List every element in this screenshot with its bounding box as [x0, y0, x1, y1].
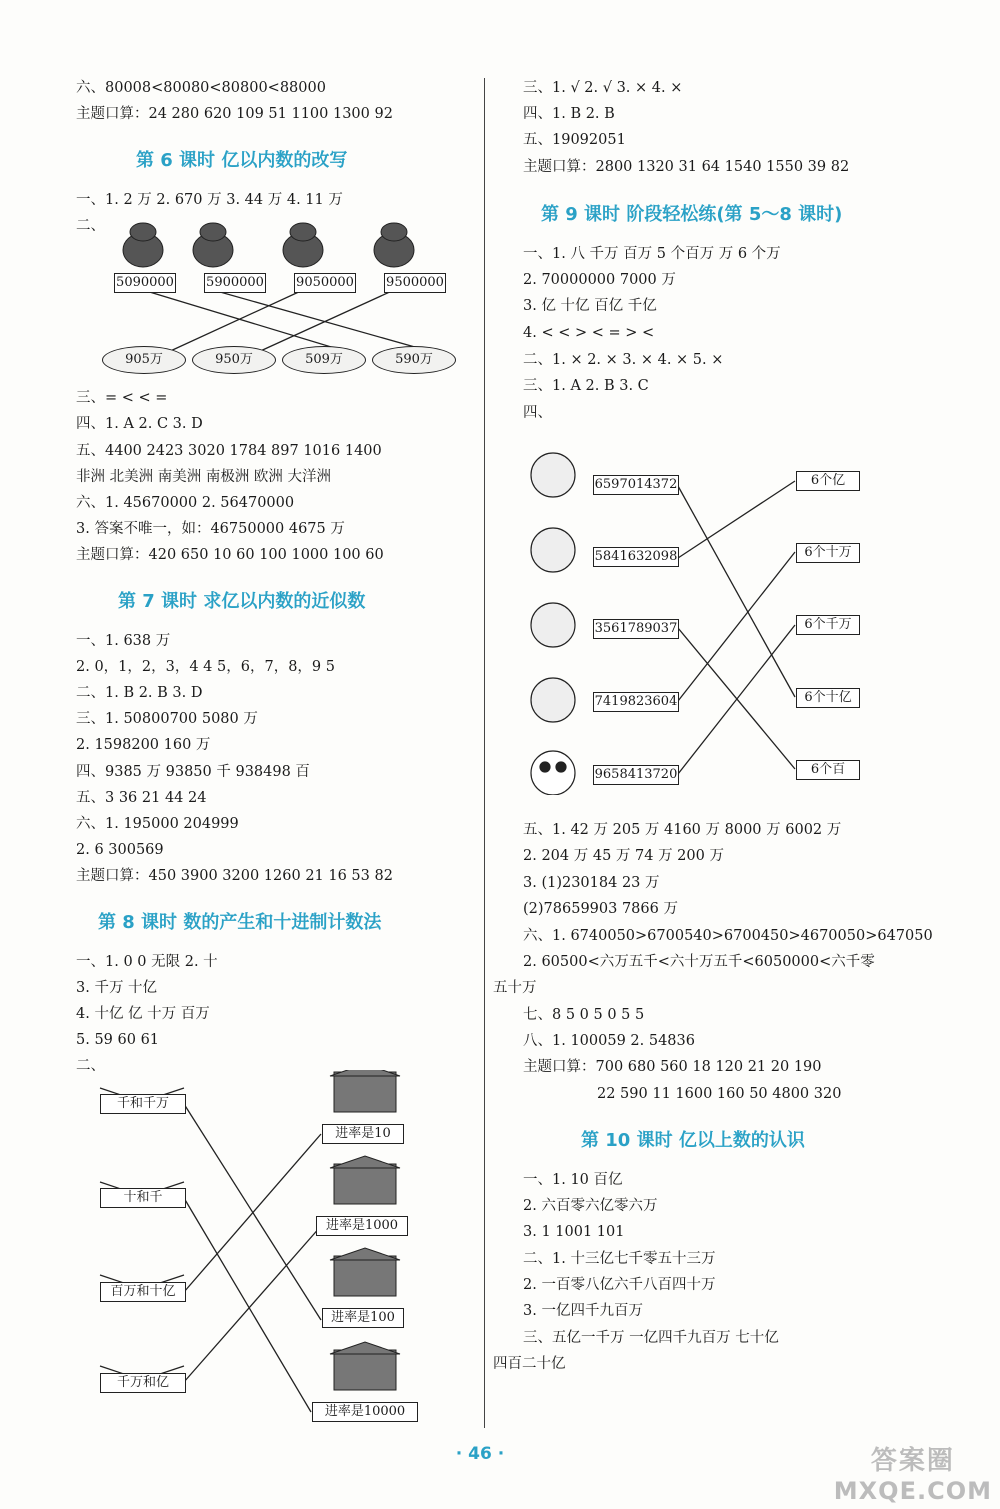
answer-line: 八、1. 100059 2. 54836	[523, 1033, 695, 1049]
answer-line: 三、1. A 2. B 3. C	[523, 378, 649, 394]
answer-line: 四、1. B 2. B	[523, 106, 615, 122]
answer-line: 六、80008<80080<80800<88000	[76, 80, 326, 96]
lesson-9-title: 第 9 课时 阶段轻松练(第 5～8 课时)	[541, 204, 843, 225]
answer-line: 一、1. 0 0 无限 2. 十	[76, 954, 218, 970]
animal-number-box: 3561789037	[593, 619, 679, 639]
answer-line: 五、1. 42 万 205 万 4160 万 8000 万 6002 万	[523, 822, 842, 838]
answer-line: 3. 亿 十亿 百亿 千亿	[523, 298, 657, 314]
oral-calc-line: 主题口算：24 280 620 109 51 1100 1300 92	[76, 106, 393, 122]
answer-line: 2. 70000000 7000 万	[523, 272, 676, 288]
answer-line: 3. 1 1001 101	[523, 1224, 625, 1240]
frog-icon	[123, 223, 414, 267]
lesson-7-title: 第 7 课时 求亿以内数的近似数	[118, 591, 366, 612]
answer-line: 三、五亿一千万 一亿四千九百万 七十亿	[523, 1330, 779, 1346]
answer-line: 五、3 36 21 44 24	[76, 790, 207, 806]
approx-oval: 590万	[372, 346, 456, 374]
envelope-label: 百万和十亿	[100, 1282, 186, 1302]
frog-number-box: 9500000	[384, 273, 446, 293]
answer-line: 二、1. B 2. B 3. D	[76, 685, 203, 701]
oral-calc-line: 22 590 11 1600 160 50 4800 320	[597, 1086, 842, 1102]
watermark-url: MXQE.COM	[833, 1477, 992, 1505]
answer-line: 三、1. 50800700 5080 万	[76, 711, 258, 727]
animal-icon	[531, 453, 575, 795]
envelope-label: 千万和亿	[100, 1373, 186, 1393]
answer-line: 2. 1598200 160 万	[76, 737, 211, 753]
place-value-box: 6个亿	[796, 471, 860, 491]
answer-line: 4. 十亿 亿 十万 百万	[76, 1006, 210, 1022]
house-rate-label: 进率是1000	[316, 1216, 408, 1236]
answer-line: 3. 答案不唯一，如：46750000 4675 万	[76, 521, 345, 537]
answer-line: 四百二十亿	[493, 1356, 566, 1372]
answer-line: 四、	[523, 405, 552, 421]
answer-line: 三、= < < =	[76, 390, 168, 406]
answer-line: 二、	[76, 218, 105, 234]
answer-line: 一、1. 638 万	[76, 633, 171, 649]
answer-line: 四、1. A 2. C 3. D	[76, 416, 203, 432]
answer-line: 3. 千万 十亿	[76, 980, 158, 996]
answer-line: 2. 6 300569	[76, 842, 164, 858]
answer-line: (2)78659903 7866 万	[523, 901, 678, 917]
answer-line: 二、	[76, 1058, 105, 1074]
answer-line: 一、1. 10 百亿	[523, 1172, 623, 1188]
answer-line: 一、1. 八 千万 百万 5 个百万 万 6 个万	[523, 246, 781, 262]
answer-line: 4. < < > < = > <	[523, 325, 655, 341]
answer-line: 五十万	[493, 980, 537, 996]
oral-calc-line: 主题口算：420 650 10 60 100 1000 100 60	[76, 547, 384, 563]
answer-line: 3. (1)230184 23 万	[523, 875, 660, 891]
answer-line: 2. 六百零六亿零六万	[523, 1198, 658, 1214]
answer-line: 3. 一亿四千九百万	[523, 1303, 643, 1319]
answer-line: 二、1. × 2. × 3. × 4. × 5. ×	[523, 352, 724, 368]
approx-oval: 950万	[192, 346, 276, 374]
place-value-box: 6个十万	[796, 543, 860, 563]
answer-line: 四、9385 万 93850 千 938498 百	[76, 764, 310, 780]
oral-calc-line: 主题口算：450 3900 3200 1260 21 16 53 82	[76, 868, 393, 884]
oral-calc-line: 主题口算：700 680 560 18 120 21 20 190	[523, 1059, 822, 1075]
frog-number-box: 5900000	[204, 273, 266, 293]
place-value-box: 6个百	[796, 760, 860, 780]
answer-line: 5. 59 60 61	[76, 1032, 160, 1048]
answer-line: 三、1. √ 2. √ 3. × 4. ×	[523, 80, 683, 96]
envelope-label: 十和千	[100, 1188, 186, 1208]
page-number-value: 46	[468, 1444, 492, 1464]
frog-number-box: 5090000	[114, 273, 176, 293]
house-rate-label: 进率是10000	[312, 1402, 418, 1422]
house-rate-label: 进率是100	[322, 1308, 404, 1328]
answer-line: 六、1. 6740050>6700540>6700450>4670050>647050	[523, 928, 933, 944]
watermark-text: 答案圈	[870, 1446, 955, 1476]
approx-oval: 905万	[102, 346, 186, 374]
answer-line: 六、1. 195000 204999	[76, 816, 239, 832]
answer-line: 六、1. 45670000 2. 56470000	[76, 495, 295, 511]
watermark-logo	[834, 1440, 992, 1505]
animal-number-box: 9658413720	[593, 765, 679, 785]
answer-line: 2. 60500<六万五千<六十万五千<6050000<六千零	[523, 954, 875, 970]
answer-line: 五、4400 2423 3020 1784 897 1016 1400	[76, 443, 382, 459]
lesson-8-title: 第 8 课时 数的产生和十进制计数法	[98, 912, 382, 933]
answer-line: 五、19092051	[523, 132, 626, 148]
page-number: · 46 ·	[455, 1444, 505, 1464]
oral-calc-line: 主题口算：2800 1320 31 64 1540 1550 39 82	[523, 159, 850, 175]
answer-line: 2. 204 万 45 万 74 万 200 万	[523, 848, 724, 864]
place-value-box: 6个十亿	[796, 688, 860, 708]
answer-line: 2. 0，1，2，3，4 4 5，6，7，8，9 5	[76, 659, 335, 675]
approx-oval: 509万	[282, 346, 366, 374]
animal-number-box: 7419823604	[593, 692, 679, 712]
lesson-6-title: 第 6 课时 亿以内数的改写	[136, 150, 348, 171]
lesson-10-title: 第 10 课时 亿以上数的认识	[581, 1130, 805, 1151]
answer-line: 非洲 北美洲 南美洲 南极洲 欧洲 大洋洲	[76, 469, 332, 485]
envelope-label: 千和千万	[100, 1094, 186, 1114]
answer-line: 七、8 5 0 5 0 5 5	[523, 1007, 645, 1023]
animal-number-box: 6597014372	[593, 475, 679, 495]
answer-line: 一、1. 2 万 2. 670 万 3. 44 万 4. 11 万	[76, 192, 343, 208]
house-rate-label: 进率是10	[322, 1124, 404, 1144]
animal-number-box: 5841632098	[593, 547, 679, 567]
answer-line: 2. 一百零八亿六千八百四十万	[523, 1277, 716, 1293]
frog-number-box: 9050000	[294, 273, 356, 293]
answer-line: 二、1. 十三亿七千零五十三万	[523, 1251, 716, 1267]
place-value-box: 6个千万	[796, 615, 860, 635]
